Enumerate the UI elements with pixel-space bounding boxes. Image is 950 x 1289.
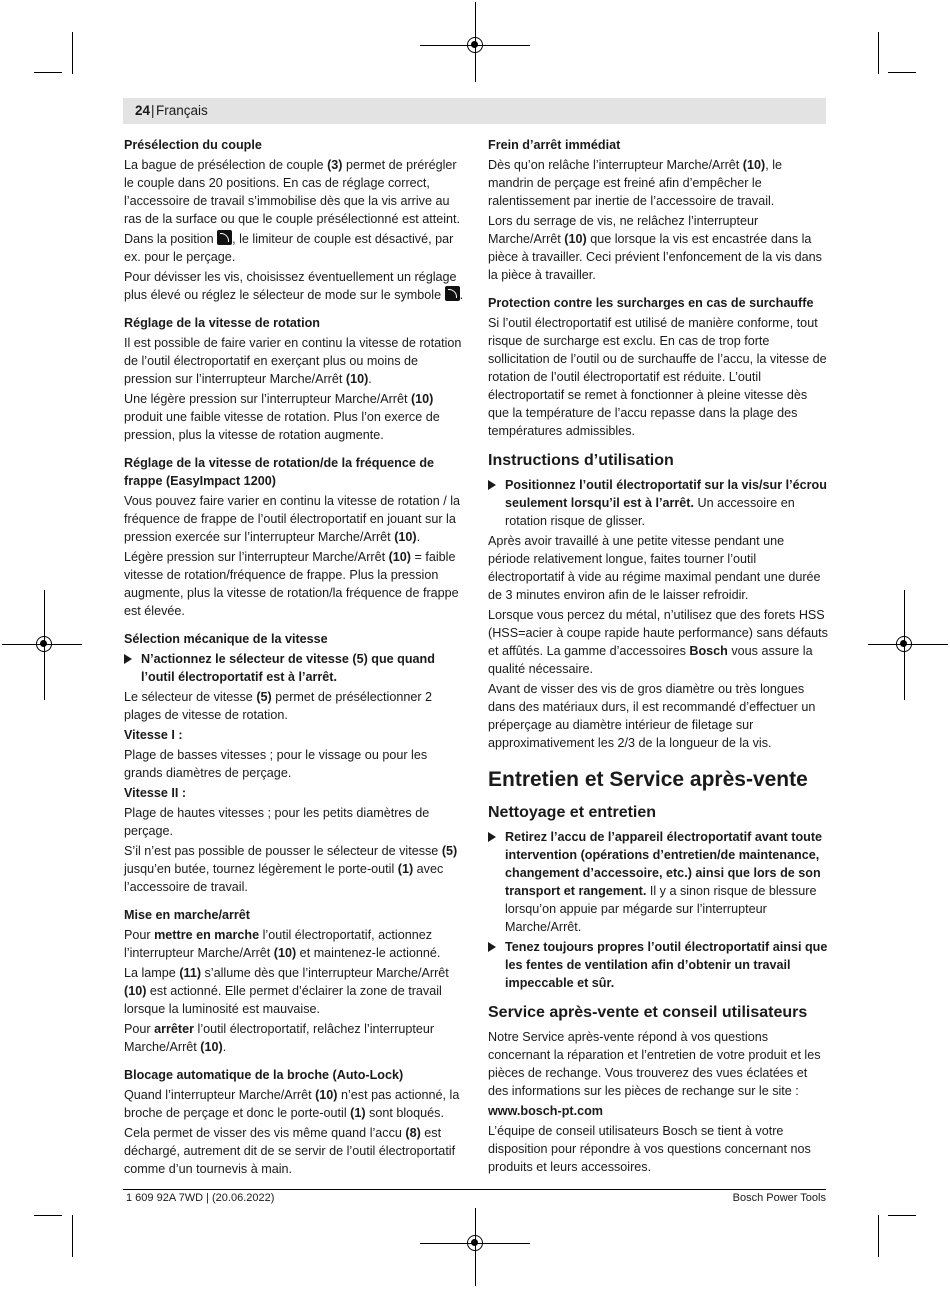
section-heading: Service après-vente et conseil utilisateurs — [488, 1004, 808, 1021]
paragraph: Vous pouvez faire varier en continu la vitesse de rotation / la fréquence de frappe de l’outil électroportatif en jouant sur la pression exercée sur l’interrupteur Marche/Arrêt (10). — [124, 494, 461, 544]
crop-mark — [34, 1215, 62, 1216]
paragraph: Cela permet de visser des vis même quand l’accu (8) est déchargé, autrement dit de se servir de l’outil électroportatif comme d’un tournevis à main. — [124, 1126, 456, 1176]
subheading: Vitesse II : — [124, 786, 187, 800]
warning-bullet: Positionnez l’outil électroportatif sur la vis/sur l’écrou seulement lorsqu’il est à l’arrêt. Un accessoire en rotation risque de glisser. — [488, 476, 828, 530]
page-number: 24 — [135, 103, 151, 118]
section-title: Sélection mécanique de la vitesse — [124, 632, 328, 646]
registration-mark-icon — [467, 1235, 483, 1251]
header-separator: | — [151, 103, 155, 118]
paragraph: Lorsque vous percez du métal, n’utilisez que des forets HSS (HSS=acier à coupe rapide haute performance) sans défauts et affûtés. La gamme d’accessoires Bosch vous assure la qualité nécessaire. — [488, 608, 828, 676]
drill-mode-icon — [217, 230, 232, 245]
footer-divider — [123, 1189, 826, 1190]
paragraph: L’équipe de conseil utilisateurs Bosch se tient à votre disposition pour répondre à vos questions concernant nos produits et leurs accessoires. — [488, 1124, 811, 1174]
bullet-triangle-icon — [488, 480, 496, 490]
bullet-triangle-icon — [488, 832, 496, 842]
left-column — [124, 136, 464, 1180]
crop-mark — [888, 72, 916, 73]
registration-mark-icon — [36, 636, 52, 652]
crop-mark — [888, 1215, 916, 1216]
registration-mark-icon — [896, 636, 912, 652]
paragraph: Pour dévisser les vis, choisissez éventuellement un réglage plus élevé ou réglez le sélecteur de mode sur le symbole . — [124, 270, 464, 302]
warning-bullet: Retirez l’accu de l’appareil électroportatif avant toute intervention (opérations d’entretien/de maintenance, changement d’accessoire, etc.) ainsi que lors de son transport et rangement. Il y a sinon risque de blessure lorsqu’on appuie par mégarde sur l’interrupteur Marche/Arrêt. — [488, 828, 828, 936]
paragraph: Légère pression sur l’interrupteur Marche/Arrêt (10) = faible vitesse de rotation/fréquence de frappe. Plus la pression augmente, plus la vitesse de rotation/la fréquence de frappe est élevée. — [124, 550, 459, 618]
paragraph: Pour mettre en marche l’outil électroportatif, actionnez l’interrupteur Marche/Arrêt (10) et maintenez-le actionné. — [124, 928, 441, 960]
section-title: Mise en marche/arrêt — [124, 908, 250, 922]
paragraph: S’il n’est pas possible de pousser le sélecteur de vitesse (5) jusqu’en butée, tournez légèrement le porte-outil (1) avec l’accessoire de travail. — [124, 844, 458, 894]
bullet-triangle-icon — [488, 942, 496, 952]
paragraph: Plage de hautes vitesses ; pour les petits diamètres de perçage. — [124, 806, 430, 838]
paragraph: La lampe (11) s’allume dès que l’interrupteur Marche/Arrêt (10) est actionné. Elle permet d’éclairer la zone de travail lorsque la luminosité est mauvaise. — [124, 966, 449, 1016]
paragraph: Pour arrêter l’outil électroportatif, relâchez l’interrupteur Marche/Arrêt (10). — [124, 1022, 435, 1054]
section-title: Réglage de la vitesse de rotation — [124, 316, 320, 330]
paragraph: Le sélecteur de vitesse (5) permet de présélectionner 2 plages de vitesse de rotation. — [124, 690, 433, 722]
section-heading: Nettoyage et entretien — [488, 804, 657, 821]
paragraph: Après avoir travaillé à une petite vitesse pendant une période relativement longue, faites tourner l’outil électroportatif à vide au régime maximal pendant une durée de 3 minutes environ afin de le laisser refroidir. — [488, 534, 821, 602]
paragraph: Lors du serrage de vis, ne relâchez l’interrupteur Marche/Arrêt (10) que lorsque la vis est encastrée dans la pièce à travailler. Ceci prévient l’enfoncement de la vis dans la pièce à travailler. — [488, 214, 822, 282]
section-heading: Instructions d’utilisation — [488, 452, 674, 469]
bullet-triangle-icon — [124, 654, 132, 664]
paragraph: Dès qu’on relâche l’interrupteur Marche/Arrêt (10), le mandrin de perçage est freiné afin d’empêcher le ralentissement par inertie de l’accessoire de travail. — [488, 158, 783, 208]
page-language: Français — [156, 103, 208, 118]
warning-bullet: Tenez toujours propres l’outil électroportatif ainsi que les fentes de ventilation afin d’obtenir un travail impeccable et sûr. — [488, 938, 828, 992]
paragraph: Quand l’interrupteur Marche/Arrêt (10) n’est pas actionné, la broche de perçage et donc le porte-outil (1) sont bloqués. — [124, 1088, 460, 1120]
crop-mark — [878, 1215, 879, 1257]
paragraph: Plage de basses vitesses ; pour le vissage ou pour les grands diamètres de perçage. — [124, 748, 428, 780]
right-column — [488, 136, 828, 1178]
registration-mark-icon — [467, 37, 483, 53]
paragraph: Notre Service après-vente répond à vos questions concernant la réparation et l’entretien de votre produit et les pièces de rechange. Vous trouverez des vues éclatées et des informations sur les pièces de rechange sur le site : — [488, 1030, 821, 1098]
section-title: Réglage de la vitesse de rotation/de la fréquence de frappe (EasyImpact 1200) — [124, 456, 435, 488]
section-title: Frein d’arrêt immédiat — [488, 138, 621, 152]
crop-mark — [34, 72, 62, 73]
subheading: Vitesse I : — [124, 728, 183, 742]
crop-mark — [72, 32, 73, 74]
paragraph: Dans la position , le limiteur de couple est désactivé, par ex. pour le perçage. — [124, 232, 454, 264]
drill-mode-icon — [445, 286, 460, 301]
crop-mark — [72, 1215, 73, 1257]
website-link[interactable]: www.bosch-pt.com — [488, 1104, 603, 1118]
footer-brand: Bosch Power Tools — [732, 1192, 826, 1204]
crop-mark — [878, 32, 879, 74]
paragraph: Il est possible de faire varier en continu la vitesse de rotation de l’outil électroportatif en exerçant plus ou moins de pression sur l’interrupteur Marche/Arrêt (10). — [124, 336, 462, 386]
section-title: Protection contre les surcharges en cas de surchauffe — [488, 296, 814, 310]
page-header — [123, 98, 826, 124]
section-title: Blocage automatique de la broche (Auto-Lock) — [124, 1068, 404, 1082]
chapter-heading: Entretien et Service après-vente — [488, 768, 808, 791]
section-title: Présélection du couple — [124, 138, 262, 152]
warning-bullet: N’actionnez le sélecteur de vitesse (5) que quand l’outil électroportatif est à l’arrêt. — [124, 650, 464, 686]
paragraph: La bague de présélection de couple (3) permet de prérégler le couple dans 20 positions. En cas de réglage correct, l’accessoire de travail s’immobilise dès que la vis arrive au ras de la surface ou que le couple présélectionné est atteint. — [124, 158, 461, 226]
footer-document-number: 1 609 92A 7WD | (20.06.2022) — [126, 1192, 275, 1204]
paragraph: Si l’outil électroportatif est utilisé de manière conforme, tout risque de surcharge est exclu. En cas de trop forte sollicitation de l’outil ou de surchauffe de l’accu, la vitesse de rotation de l’outil électroportatif est réduite. L’outil électroportatif se remet à fonctionner à pleine vitesse dès que la température de l’accu repasse dans la plage des températures admissibles. — [488, 316, 827, 438]
paragraph: Avant de visser des vis de gros diamètre ou très longues dans des matériaux durs, il est recommandé d’effectuer un préperçage au diamètre intérieur de filetage sur approximativement les 2/3 de la longueur de la vis. — [488, 682, 816, 750]
paragraph: Une légère pression sur l’interrupteur Marche/Arrêt (10) produit une faible vitesse de rotation. Plus l’on exerce de pression, plus la vitesse de rotation augmente. — [124, 392, 440, 442]
